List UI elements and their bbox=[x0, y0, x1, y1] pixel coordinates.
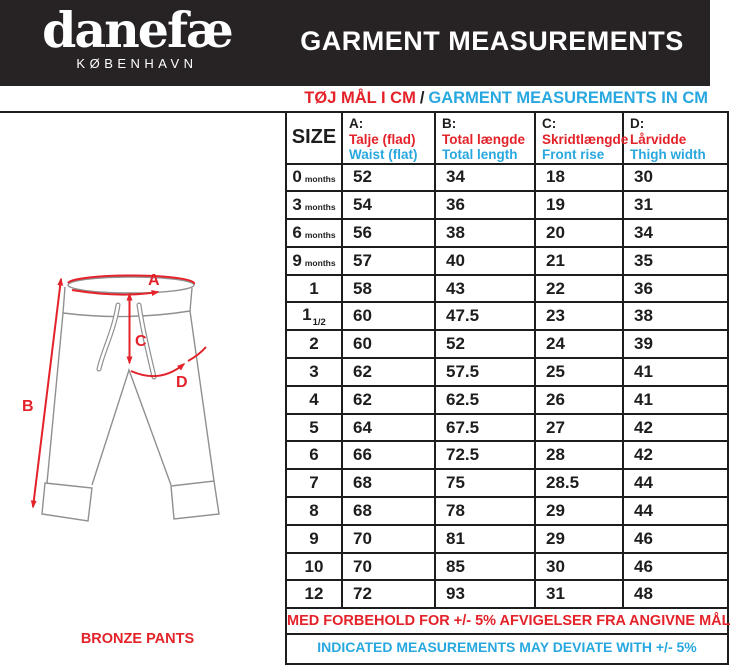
value-cell-b: 36 bbox=[435, 191, 535, 219]
size-cell bbox=[286, 219, 342, 247]
measurements-table-wrap bbox=[285, 111, 730, 656]
value-cell-c: 19 bbox=[535, 191, 623, 219]
value-cell-a: 70 bbox=[342, 525, 435, 553]
value-cell-a: 72 bbox=[342, 580, 435, 608]
footnote-english-row bbox=[286, 634, 728, 664]
table-row bbox=[286, 358, 728, 386]
subtitle-separator: / bbox=[419, 89, 425, 107]
value-cell-b: 72.5 bbox=[435, 441, 535, 469]
size-value: 3 bbox=[292, 195, 302, 215]
size-cell bbox=[286, 553, 342, 581]
label-d: D bbox=[176, 374, 188, 391]
table-row bbox=[286, 580, 728, 608]
column-danish-label: Total længde bbox=[442, 131, 525, 147]
value-cell-c: 22 bbox=[535, 275, 623, 303]
size-cell bbox=[286, 414, 342, 442]
size-value: 6 bbox=[309, 445, 319, 465]
value-cell-a: 66 bbox=[342, 441, 435, 469]
size-value: 7 bbox=[309, 473, 319, 493]
value-cell-d: 48 bbox=[623, 580, 728, 608]
size-value: 1 bbox=[302, 305, 312, 325]
size-cell bbox=[286, 469, 342, 497]
value-cell-c: 18 bbox=[535, 164, 623, 192]
value-cell-b: 52 bbox=[435, 330, 535, 358]
measurement-annotations bbox=[22, 272, 206, 507]
size-suffix: months bbox=[304, 257, 336, 268]
table-row bbox=[286, 302, 728, 330]
size-value: 9 bbox=[309, 528, 319, 548]
value-cell-b: 40 bbox=[435, 247, 535, 275]
value-cell-b: 81 bbox=[435, 525, 535, 553]
size-suffix: months bbox=[304, 229, 336, 240]
value-cell-a: 60 bbox=[342, 302, 435, 330]
logo-city-label: KØBENHAVN bbox=[76, 56, 198, 71]
value-cell-a: 68 bbox=[342, 469, 435, 497]
value-cell-a: 62 bbox=[342, 358, 435, 386]
label-c: C bbox=[135, 333, 147, 350]
value-cell-b: 75 bbox=[435, 469, 535, 497]
size-suffix: months bbox=[304, 174, 336, 185]
size-value: 6 bbox=[292, 222, 302, 242]
table-row bbox=[286, 441, 728, 469]
size-cell bbox=[286, 302, 342, 330]
value-cell-d: 46 bbox=[623, 553, 728, 581]
length-arrow bbox=[33, 279, 61, 507]
value-cell-b: 62.5 bbox=[435, 386, 535, 414]
subtitle bbox=[285, 89, 708, 108]
size-value: 8 bbox=[309, 500, 319, 520]
value-cell-c: 25 bbox=[535, 358, 623, 386]
column-danish-label: Talje (flad) bbox=[349, 131, 416, 147]
size-cell bbox=[286, 580, 342, 608]
size-cell bbox=[286, 191, 342, 219]
column-danish-label: Lårvidde bbox=[630, 131, 687, 147]
column-danish-label: Skridtlængde bbox=[542, 131, 629, 147]
value-cell-d: 39 bbox=[623, 330, 728, 358]
column-english-label: Thigh width bbox=[630, 147, 706, 162]
size-value: 12 bbox=[304, 584, 324, 604]
value-cell-c: 28.5 bbox=[535, 469, 623, 497]
size-value: 0 bbox=[292, 167, 302, 187]
table-row bbox=[286, 191, 728, 219]
label-a: A bbox=[148, 272, 160, 289]
table-row bbox=[286, 525, 728, 553]
value-cell-c: 31 bbox=[535, 580, 623, 608]
brand-logo bbox=[28, 1, 246, 71]
footnote-danish: MED FORBEHOLD FOR +/- 5% AFVIGELSER FRA ANGIVNE MÅL bbox=[286, 608, 728, 634]
subtitle-danish: TØJ MÅL I CM bbox=[304, 89, 416, 107]
value-cell-c: 23 bbox=[535, 302, 623, 330]
size-value: 10 bbox=[304, 556, 324, 576]
value-cell-c: 29 bbox=[535, 525, 623, 553]
value-cell-a: 58 bbox=[342, 275, 435, 303]
value-cell-b: 78 bbox=[435, 497, 535, 525]
size-suffix: months bbox=[304, 202, 336, 213]
table-row bbox=[286, 275, 728, 303]
table-row bbox=[286, 330, 728, 358]
size-cell bbox=[286, 386, 342, 414]
label-b: B bbox=[22, 398, 34, 415]
value-cell-c: 26 bbox=[535, 386, 623, 414]
value-cell-d: 34 bbox=[623, 219, 728, 247]
size-cell bbox=[286, 247, 342, 275]
value-cell-c: 29 bbox=[535, 497, 623, 525]
value-cell-c: 27 bbox=[535, 414, 623, 442]
size-value: 5 bbox=[309, 417, 319, 437]
value-cell-c: 30 bbox=[535, 553, 623, 581]
column-key: C: bbox=[542, 116, 557, 131]
size-value: 2 bbox=[309, 334, 319, 354]
column-english-label: Front rise bbox=[542, 147, 605, 162]
size-value: 9 bbox=[292, 250, 302, 270]
value-cell-d: 35 bbox=[623, 247, 728, 275]
value-cell-d: 36 bbox=[623, 275, 728, 303]
value-cell-a: 62 bbox=[342, 386, 435, 414]
value-cell-c: 28 bbox=[535, 441, 623, 469]
value-cell-b: 43 bbox=[435, 275, 535, 303]
size-cell bbox=[286, 441, 342, 469]
table-row bbox=[286, 219, 728, 247]
value-cell-b: 93 bbox=[435, 580, 535, 608]
size-cell bbox=[286, 497, 342, 525]
value-cell-b: 85 bbox=[435, 553, 535, 581]
table-row bbox=[286, 553, 728, 581]
value-cell-d: 31 bbox=[623, 191, 728, 219]
size-cell bbox=[286, 164, 342, 192]
column-key: B: bbox=[442, 116, 457, 131]
value-cell-a: 54 bbox=[342, 191, 435, 219]
size-value: 4 bbox=[309, 389, 319, 409]
table-row bbox=[286, 414, 728, 442]
value-cell-b: 57.5 bbox=[435, 358, 535, 386]
column-header-a bbox=[342, 112, 435, 164]
value-cell-b: 34 bbox=[435, 164, 535, 192]
table-row bbox=[286, 164, 728, 192]
footnote-danish-row bbox=[286, 608, 728, 634]
column-header-d bbox=[623, 112, 728, 164]
column-english-label: Waist (flat) bbox=[349, 147, 418, 162]
size-value: 3 bbox=[309, 361, 319, 381]
value-cell-a: 52 bbox=[342, 164, 435, 192]
value-cell-d: 42 bbox=[623, 441, 728, 469]
value-cell-b: 38 bbox=[435, 219, 535, 247]
column-header-b bbox=[435, 112, 535, 164]
value-cell-a: 60 bbox=[342, 330, 435, 358]
column-header-c bbox=[535, 112, 629, 164]
table-row bbox=[286, 386, 728, 414]
table-row bbox=[286, 469, 728, 497]
value-cell-d: 41 bbox=[623, 358, 728, 386]
size-column-header: SIZE bbox=[286, 112, 342, 164]
column-english-label: Total length bbox=[442, 147, 518, 162]
value-cell-b: 67.5 bbox=[435, 414, 535, 442]
measurements-table bbox=[285, 111, 729, 665]
size-cell bbox=[286, 275, 342, 303]
value-cell-a: 56 bbox=[342, 219, 435, 247]
footnote-english: INDICATED MEASUREMENTS MAY DEVIATE WITH +/- 5% bbox=[286, 634, 728, 664]
value-cell-d: 42 bbox=[623, 414, 728, 442]
size-suffix: 1/2 bbox=[312, 316, 326, 328]
value-cell-d: 30 bbox=[623, 164, 728, 192]
value-cell-d: 44 bbox=[623, 497, 728, 525]
column-key: D: bbox=[630, 116, 645, 131]
value-cell-a: 68 bbox=[342, 497, 435, 525]
table-row bbox=[286, 247, 728, 275]
value-cell-c: 21 bbox=[535, 247, 623, 275]
value-cell-a: 57 bbox=[342, 247, 435, 275]
size-cell bbox=[286, 525, 342, 553]
table-header-row bbox=[286, 112, 728, 164]
value-cell-c: 24 bbox=[535, 330, 623, 358]
table-row bbox=[286, 497, 728, 525]
column-key: A: bbox=[349, 116, 364, 131]
page-title: GARMENT MEASUREMENTS bbox=[300, 26, 684, 56]
value-cell-a: 70 bbox=[342, 553, 435, 581]
value-cell-d: 38 bbox=[623, 302, 728, 330]
size-cell bbox=[286, 358, 342, 386]
value-cell-d: 41 bbox=[623, 386, 728, 414]
value-cell-b: 47.5 bbox=[435, 302, 535, 330]
logo-wordmark: danefæ bbox=[42, 1, 232, 59]
size-value: 1 bbox=[309, 278, 319, 298]
value-cell-d: 46 bbox=[623, 525, 728, 553]
style-caption: BRONZE PANTS bbox=[80, 631, 195, 647]
header-bar bbox=[0, 0, 710, 86]
value-cell-d: 44 bbox=[623, 469, 728, 497]
value-cell-c: 20 bbox=[535, 219, 623, 247]
subtitle-english: GARMENT MEASUREMENTS IN CM bbox=[428, 89, 708, 107]
pants-measurement-diagram bbox=[0, 113, 285, 641]
value-cell-a: 64 bbox=[342, 414, 435, 442]
size-cell bbox=[286, 330, 342, 358]
